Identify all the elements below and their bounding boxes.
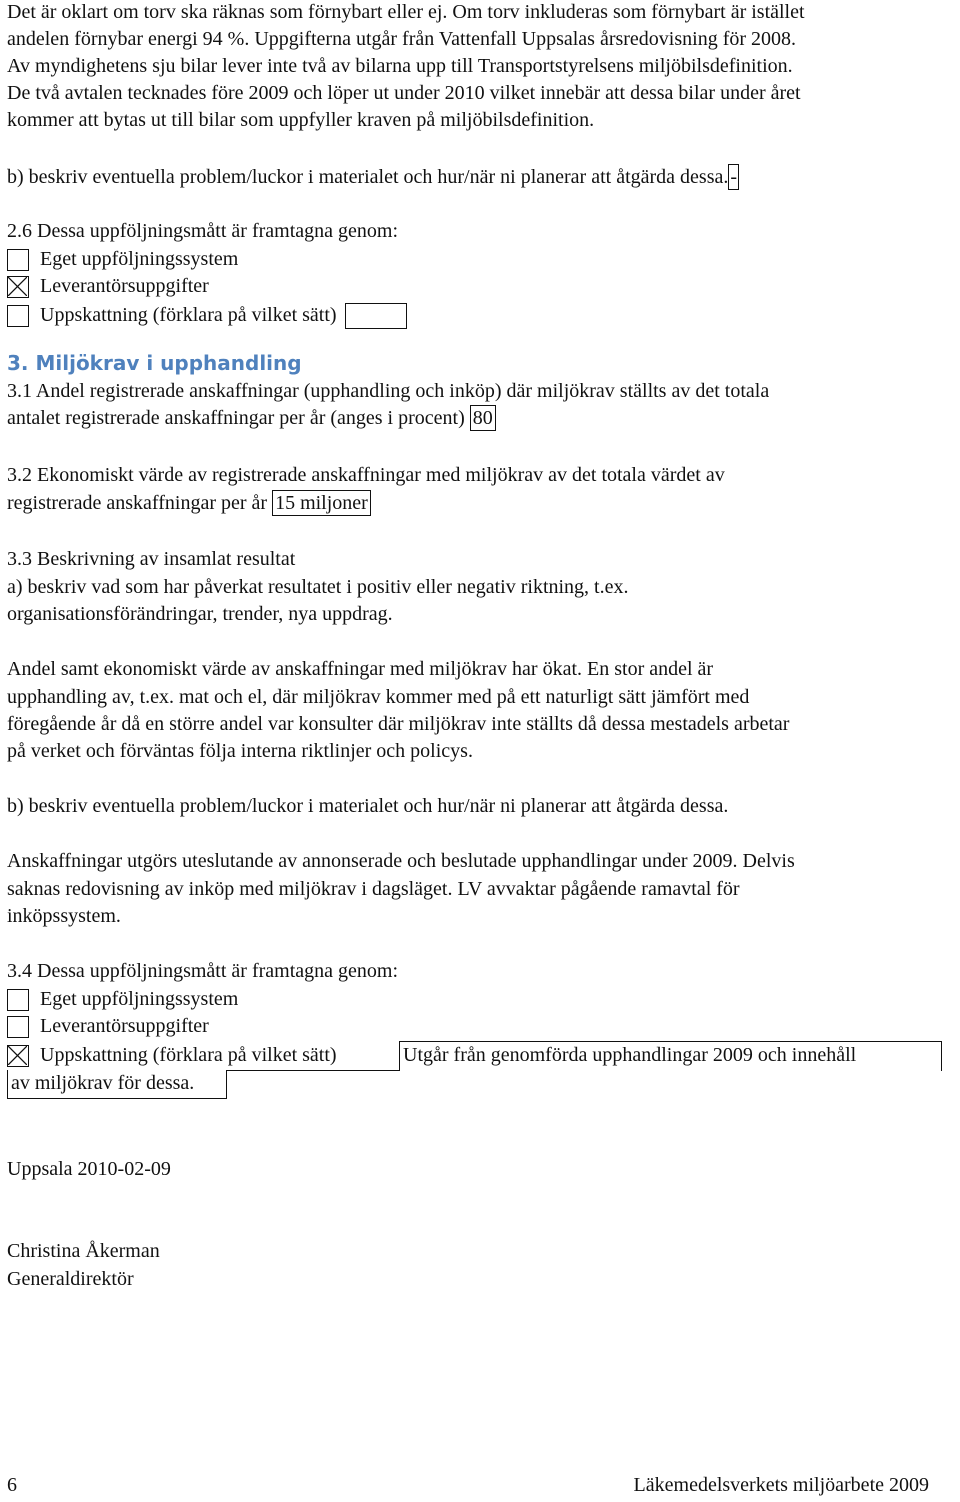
q32-line-1: 3.2 Ekonomiskt värde av registrerade anskaffningar med miljökrav av det totala värdet av [7,464,725,486]
q33b: b) beskriv eventuella problem/luckor i materialet och hur/när ni planerar att åtgärda dessa. [7,795,729,817]
q34-title: 3.4 Dessa uppföljningsmått är framtagna genom: [7,960,399,982]
check-cross-icon [8,1046,27,1065]
option-label: Uppskattning (förklara på vilket sätt) [40,1044,337,1066]
q31-line-2-row [7,405,496,432]
q32-value-field[interactable]: 15 miljoner [272,490,371,516]
section-2-6-title: 2.6 Dessa uppföljningsmått är framtagna genom: [7,220,399,242]
option-2-6-0 [7,246,238,273]
q33a-line-1: a) beskriv vad som har påverkat resultatet i positiv eller negativ riktning, t.ex. [7,576,629,598]
place-date: Uppsala 2010-02-09 [7,1158,171,1180]
uppskattning-explanation-field-3-4[interactable] [399,1041,942,1071]
section-3-heading: 3. Miljökrav i upphandling [7,351,302,375]
uppskattning-explanation-field[interactable] [345,303,407,329]
signer-title: Generaldirektör [7,1268,134,1290]
option-label: Leverantörsuppgifter [40,1015,209,1037]
answer-b-line-1: Anskaffningar utgörs uteslutande av annonserade och beslutade upphandlingar under 2009. Delvis [7,850,795,872]
answer-a-line-4: på verket och förväntas följa interna riktlinjer och policys. [7,740,473,762]
answer-b-line-2: saknas redovisning av inköp med miljökrav i dagsläget. LV avvaktar pågående ramavtal för [7,878,740,900]
intro-line-2: andelen förnybar energi 94 %. Uppgifterna utgår från Vattenfall Uppsalas årsredovisning för 2008. [7,28,797,50]
option-label: Eget uppföljningssystem [40,248,239,270]
intro-line-5: kommer att bytas ut till bilar som uppfyller kraven på miljöbilsdefinition. [7,109,595,131]
answer-a-line-1: Andel samt ekonomiskt värde av anskaffningar med miljökrav har ökat. En stor andel är [7,658,714,680]
checkbox-eget-uppfoljningssystem[interactable] [7,249,29,271]
option-2-6-1 [7,273,209,300]
answer-a-line-2: upphandling av, t.ex. mat och el, där miljökrav kommer med på ett naturligt sätt jämfört med [7,686,750,708]
intro-line-4: De två avtalen tecknades före 2009 och löper ut under 2010 vilket innebär att dessa bilar under året [7,82,801,104]
page-number: 6 [7,1474,17,1496]
option-label: Leverantörsuppgifter [40,275,209,297]
option-label: Eget uppföljningssystem [40,988,239,1010]
option-3-4-2 [7,1042,337,1069]
q32-line-2: registrerade anskaffningar per år [7,492,268,514]
option-label: Uppskattning (förklara på vilket sätt) [40,304,337,326]
check-cross-icon [8,277,27,296]
question-b-row [7,164,739,191]
field-divider [227,1070,400,1071]
signer-name: Christina Åkerman [7,1240,160,1262]
option-3-4-0 [7,986,238,1013]
option-2-6-2 [7,302,407,329]
intro-line-3: Av myndighetens sju bilar lever inte två av bilarna upp till Transportstyrelsens miljöbilsdefinition. [7,55,793,77]
q31-value-field[interactable]: 80 [470,405,496,431]
q33a-line-2: organisationsförändringar, trender, nya uppdrag. [7,603,393,625]
answer-b-line-3: inköpssystem. [7,905,121,927]
checkbox-leverantorsuppgifter-3-4[interactable] [7,1016,29,1038]
checkbox-leverantorsuppgifter[interactable] [7,276,29,298]
explanation-continuation[interactable] [7,1070,227,1099]
checkbox-uppskattning-3-4[interactable] [7,1045,29,1067]
checkbox-uppskattning[interactable] [7,305,29,327]
footer-document-title: Läkemedelsverkets miljöarbete 2009 [633,1474,929,1496]
option-3-4-1 [7,1013,209,1040]
explanation-line-2: av miljökrav för dessa. [11,1072,195,1094]
checkbox-eget-uppfoljningssystem-3-4[interactable] [7,989,29,1011]
answer-a-line-3: föregående år då en större andel var konsulter där miljökrav inte ställts då dessa mestadels arbetar [7,713,790,735]
intro-line-1: Det är oklart om torv ska räknas som förnybart eller ej. Om torv inkluderas som förnybart är istället [7,1,805,23]
question-b: b) beskriv eventuella problem/luckor i materialet och hur/när ni planerar att åtgärda dessa. [7,166,729,188]
answer-b-field[interactable]: - [730,166,738,188]
q32-line-2-row [7,490,371,517]
q31-line-1: 3.1 Andel registrerade anskaffningar (upphandling och inköp) där miljökrav ställts av det totala [7,380,770,402]
q33-title: 3.3 Beskrivning av insamlat resultat [7,548,296,570]
explanation-line-1: Utgår från genomförda upphandlingar 2009 och innehåll [403,1044,857,1066]
q31-line-2: antalet registrerade anskaffningar per år (anges i procent) [7,407,465,429]
